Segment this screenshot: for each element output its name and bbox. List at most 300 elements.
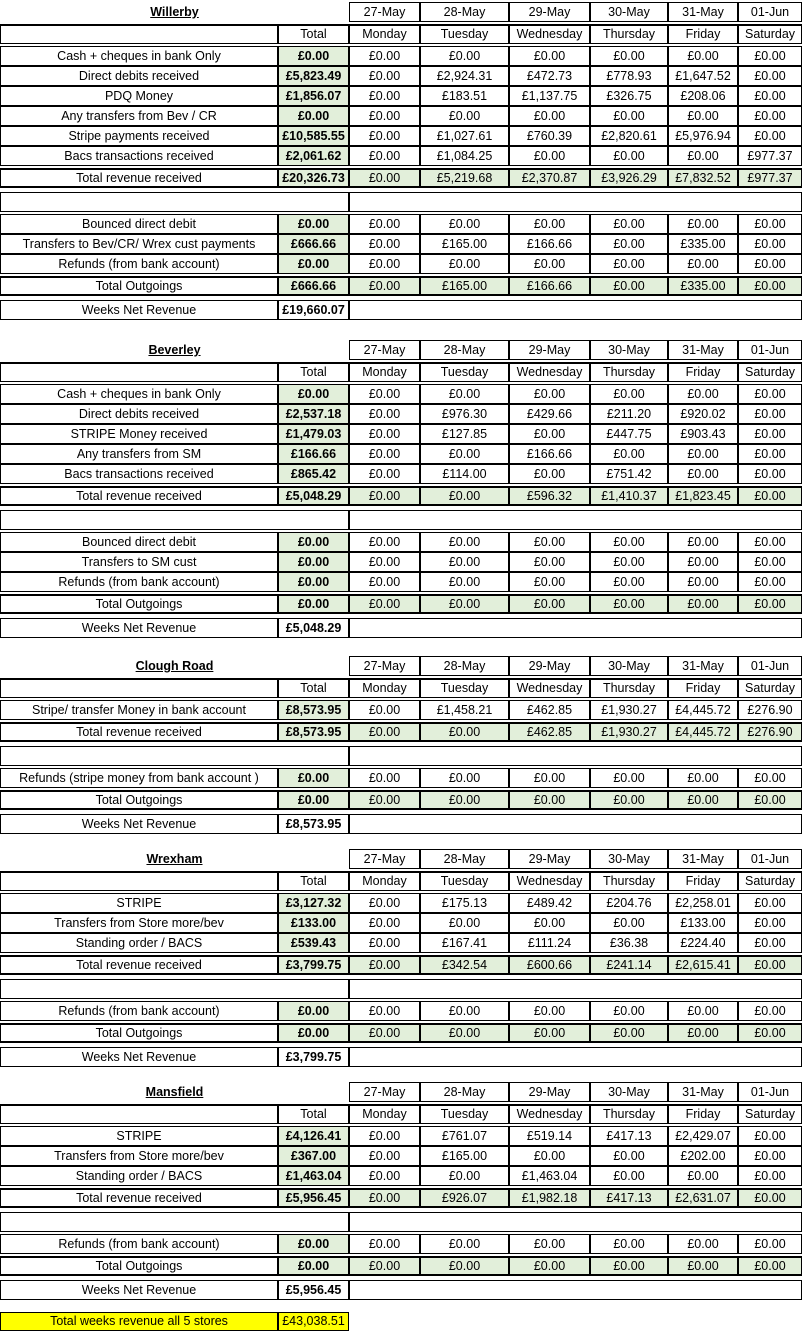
total-row-label: Total revenue received xyxy=(0,1188,278,1208)
day-value-tuesday: £976.30 xyxy=(420,404,509,424)
day-value-thursday: £0.00 xyxy=(590,1023,668,1043)
day-value-tuesday: £165.00 xyxy=(420,276,509,296)
row-label: Bacs transactions received xyxy=(0,146,278,166)
day-header: Monday xyxy=(349,362,420,382)
day-header: Saturday xyxy=(738,362,802,382)
spacer-row xyxy=(349,192,802,212)
date-header: 28-May xyxy=(420,340,509,360)
day-value-wednesday: £462.85 xyxy=(509,722,590,742)
total-row-label: Total revenue received xyxy=(0,168,278,188)
row-label: Transfers from Store more/bev xyxy=(0,913,278,933)
day-value-monday: £0.00 xyxy=(349,254,420,274)
day-value-saturday: £0.00 xyxy=(738,404,802,424)
day-header: Saturday xyxy=(738,678,802,698)
day-value-thursday: £241.14 xyxy=(590,955,668,975)
row-label: STRIPE Money received xyxy=(0,424,278,444)
day-value-monday: £0.00 xyxy=(349,768,420,788)
date-header: 29-May xyxy=(509,849,590,869)
day-value-tuesday: £167.41 xyxy=(420,933,509,953)
day-value-saturday: £0.00 xyxy=(738,384,802,404)
day-value-wednesday: £0.00 xyxy=(509,254,590,274)
day-value-tuesday: £1,084.25 xyxy=(420,146,509,166)
day-header: Friday xyxy=(668,362,738,382)
row-total-value: £0.00 xyxy=(278,532,349,552)
row-total-value: £0.00 xyxy=(278,594,349,614)
row-total-value: £0.00 xyxy=(278,384,349,404)
day-value-friday: £2,631.07 xyxy=(668,1188,738,1208)
day-value-thursday: £0.00 xyxy=(590,913,668,933)
day-value-saturday: £0.00 xyxy=(738,126,802,146)
day-value-wednesday: £0.00 xyxy=(509,1001,590,1021)
day-header: Thursday xyxy=(590,871,668,891)
net-revenue-value: £5,048.29 xyxy=(278,618,349,638)
day-value-friday: £0.00 xyxy=(668,1001,738,1021)
row-total-value: £0.00 xyxy=(278,790,349,810)
day-value-wednesday: £0.00 xyxy=(509,106,590,126)
day-value-saturday: £0.00 xyxy=(738,106,802,126)
date-header: 29-May xyxy=(509,2,590,22)
net-revenue-label: Weeks Net Revenue xyxy=(0,300,278,320)
day-value-thursday: £0.00 xyxy=(590,106,668,126)
day-value-wednesday: £596.32 xyxy=(509,486,590,506)
day-value-thursday: £2,820.61 xyxy=(590,126,668,146)
day-value-tuesday: £2,924.31 xyxy=(420,66,509,86)
row-total-value: £10,585.55 xyxy=(278,126,349,146)
day-value-monday: £0.00 xyxy=(349,86,420,106)
day-value-friday: £0.00 xyxy=(668,1256,738,1276)
day-value-wednesday: £489.42 xyxy=(509,893,590,913)
store-title-mansfield: Mansfield xyxy=(145,1084,204,1099)
day-value-thursday: £0.00 xyxy=(590,1234,668,1254)
day-value-friday: £0.00 xyxy=(668,594,738,614)
day-value-thursday: £751.42 xyxy=(590,464,668,484)
row-label: Refunds (stripe money from bank account ) xyxy=(0,768,278,788)
row-label: Transfers to Bev/CR/ Wrex cust payments xyxy=(0,234,278,254)
day-value-monday: £0.00 xyxy=(349,552,420,572)
net-revenue-blank xyxy=(349,1047,802,1067)
day-value-thursday: £0.00 xyxy=(590,276,668,296)
total-row-label: Total revenue received xyxy=(0,486,278,506)
net-revenue-value: £5,956.45 xyxy=(278,1280,349,1300)
total-header: Total xyxy=(278,362,349,382)
day-value-wednesday: £2,370.87 xyxy=(509,168,590,188)
day-value-friday: £0.00 xyxy=(668,464,738,484)
row-label: Any transfers from SM xyxy=(0,444,278,464)
date-header: 01-Jun xyxy=(738,849,802,869)
day-header: Wednesday xyxy=(509,678,590,698)
day-value-thursday: £0.00 xyxy=(590,768,668,788)
day-value-tuesday: £0.00 xyxy=(420,552,509,572)
spacer-row xyxy=(0,746,349,766)
total-row-label: Total Outgoings xyxy=(0,276,278,296)
day-value-tuesday: £0.00 xyxy=(420,384,509,404)
day-value-thursday: £0.00 xyxy=(590,444,668,464)
day-value-tuesday: £0.00 xyxy=(420,913,509,933)
day-value-friday: £0.00 xyxy=(668,1023,738,1043)
day-value-thursday: £1,930.27 xyxy=(590,722,668,742)
day-value-friday: £0.00 xyxy=(668,46,738,66)
store-title-wrexham: Wrexham xyxy=(146,851,203,866)
day-value-wednesday: £429.66 xyxy=(509,404,590,424)
day-value-wednesday: £0.00 xyxy=(509,384,590,404)
day-value-friday: £0.00 xyxy=(668,572,738,592)
day-value-monday: £0.00 xyxy=(349,146,420,166)
day-value-tuesday: £0.00 xyxy=(420,1234,509,1254)
day-value-monday: £0.00 xyxy=(349,955,420,975)
row-total-value: £367.00 xyxy=(278,1146,349,1166)
day-value-thursday: £0.00 xyxy=(590,532,668,552)
day-value-friday: £202.00 xyxy=(668,1146,738,1166)
day-value-saturday: £276.90 xyxy=(738,700,802,720)
day-value-monday: £0.00 xyxy=(349,1126,420,1146)
net-revenue-blank xyxy=(349,1280,802,1300)
day-value-saturday: £0.00 xyxy=(738,1256,802,1276)
store-title-beverley: Beverley xyxy=(148,342,201,357)
day-value-monday: £0.00 xyxy=(349,404,420,424)
spacer-row xyxy=(349,979,802,999)
day-value-friday: £335.00 xyxy=(668,234,738,254)
row-total-value: £1,856.07 xyxy=(278,86,349,106)
day-value-thursday: £0.00 xyxy=(590,552,668,572)
net-revenue-label: Weeks Net Revenue xyxy=(0,618,278,638)
day-value-monday: £0.00 xyxy=(349,572,420,592)
spacer-row xyxy=(0,192,349,212)
day-value-monday: £0.00 xyxy=(349,66,420,86)
day-value-saturday: £0.00 xyxy=(738,66,802,86)
net-revenue-blank xyxy=(349,300,802,320)
date-header: 30-May xyxy=(590,656,668,676)
net-revenue-label: Weeks Net Revenue xyxy=(0,1047,278,1067)
row-label: Any transfers from Bev / CR xyxy=(0,106,278,126)
day-value-monday: £0.00 xyxy=(349,1188,420,1208)
row-total-value: £0.00 xyxy=(278,552,349,572)
spacer-row xyxy=(349,1212,802,1232)
row-label: Refunds (from bank account) xyxy=(0,1001,278,1021)
day-value-tuesday: £0.00 xyxy=(420,768,509,788)
store-title-willerby: Willerby xyxy=(150,4,199,19)
day-value-monday: £0.00 xyxy=(349,276,420,296)
row-label: Direct debits received xyxy=(0,66,278,86)
spacer-row xyxy=(0,1212,349,1232)
day-value-tuesday: £114.00 xyxy=(420,464,509,484)
day-value-thursday: £0.00 xyxy=(590,572,668,592)
header-blank xyxy=(0,871,278,891)
row-total-value: £1,463.04 xyxy=(278,1166,349,1186)
day-value-friday: £0.00 xyxy=(668,214,738,234)
day-value-tuesday: £342.54 xyxy=(420,955,509,975)
day-value-monday: £0.00 xyxy=(349,444,420,464)
day-value-saturday: £0.00 xyxy=(738,1188,802,1208)
day-value-monday: £0.00 xyxy=(349,933,420,953)
grand-total-label: Total weeks revenue all 5 stores xyxy=(0,1312,278,1331)
date-header: 27-May xyxy=(349,340,420,360)
day-value-monday: £0.00 xyxy=(349,1234,420,1254)
day-header: Wednesday xyxy=(509,24,590,44)
day-header: Monday xyxy=(349,871,420,891)
day-value-tuesday: £0.00 xyxy=(420,572,509,592)
date-header: 28-May xyxy=(420,1082,509,1102)
day-value-monday: £0.00 xyxy=(349,384,420,404)
day-value-saturday: £0.00 xyxy=(738,1023,802,1043)
day-value-friday: £2,258.01 xyxy=(668,893,738,913)
row-total-value: £666.66 xyxy=(278,276,349,296)
day-value-saturday: £0.00 xyxy=(738,234,802,254)
row-label: Bacs transactions received xyxy=(0,464,278,484)
total-row-label: Total revenue received xyxy=(0,955,278,975)
day-value-thursday: £0.00 xyxy=(590,594,668,614)
day-header: Friday xyxy=(668,871,738,891)
day-value-friday: £0.00 xyxy=(668,532,738,552)
day-value-saturday: £977.37 xyxy=(738,168,802,188)
day-value-tuesday: £0.00 xyxy=(420,444,509,464)
day-value-saturday: £0.00 xyxy=(738,1146,802,1166)
day-value-tuesday: £165.00 xyxy=(420,234,509,254)
day-header: Tuesday xyxy=(420,871,509,891)
day-value-monday: £0.00 xyxy=(349,1001,420,1021)
day-value-tuesday: £0.00 xyxy=(420,46,509,66)
day-value-thursday: £0.00 xyxy=(590,234,668,254)
day-value-tuesday: £0.00 xyxy=(420,1001,509,1021)
row-label: Stripe/ transfer Money in bank account xyxy=(0,700,278,720)
date-header: 01-Jun xyxy=(738,656,802,676)
row-total-value: £865.42 xyxy=(278,464,349,484)
day-header: Monday xyxy=(349,1104,420,1124)
total-header: Total xyxy=(278,1104,349,1124)
day-value-tuesday: £0.00 xyxy=(420,214,509,234)
spacer-row xyxy=(349,510,802,530)
day-value-thursday: £417.13 xyxy=(590,1126,668,1146)
row-total-value: £0.00 xyxy=(278,1001,349,1021)
day-value-tuesday: £761.07 xyxy=(420,1126,509,1146)
row-total-value: £0.00 xyxy=(278,1234,349,1254)
row-total-value: £666.66 xyxy=(278,234,349,254)
net-revenue-label: Weeks Net Revenue xyxy=(0,1280,278,1300)
row-label: Cash + cheques in bank Only xyxy=(0,46,278,66)
day-value-friday: £0.00 xyxy=(668,1234,738,1254)
date-header: 27-May xyxy=(349,1082,420,1102)
row-label: STRIPE xyxy=(0,893,278,913)
date-header: 30-May xyxy=(590,849,668,869)
day-header: Monday xyxy=(349,678,420,698)
day-value-wednesday: £0.00 xyxy=(509,572,590,592)
row-total-value: £3,127.32 xyxy=(278,893,349,913)
day-value-saturday: £0.00 xyxy=(738,933,802,953)
day-header: Tuesday xyxy=(420,362,509,382)
day-value-saturday: £0.00 xyxy=(738,532,802,552)
day-value-thursday: £0.00 xyxy=(590,146,668,166)
day-value-tuesday: £926.07 xyxy=(420,1188,509,1208)
row-label: Refunds (from bank account) xyxy=(0,1234,278,1254)
spacer-row xyxy=(0,979,349,999)
row-total-value: £5,823.49 xyxy=(278,66,349,86)
day-value-friday: £0.00 xyxy=(668,790,738,810)
net-revenue-value: £8,573.95 xyxy=(278,814,349,834)
day-value-saturday: £0.00 xyxy=(738,594,802,614)
day-value-friday: £0.00 xyxy=(668,1166,738,1186)
date-header: 31-May xyxy=(668,1082,738,1102)
day-value-tuesday: £5,219.68 xyxy=(420,168,509,188)
day-value-wednesday: £166.66 xyxy=(509,444,590,464)
day-value-friday: £335.00 xyxy=(668,276,738,296)
total-row-label: Total Outgoings xyxy=(0,1023,278,1043)
day-value-wednesday: £600.66 xyxy=(509,955,590,975)
day-value-monday: £0.00 xyxy=(349,234,420,254)
day-value-tuesday: £175.13 xyxy=(420,893,509,913)
row-total-value: £0.00 xyxy=(278,46,349,66)
day-value-tuesday: £183.51 xyxy=(420,86,509,106)
day-value-wednesday: £0.00 xyxy=(509,532,590,552)
date-header: 31-May xyxy=(668,340,738,360)
day-value-thursday: £211.20 xyxy=(590,404,668,424)
day-value-monday: £0.00 xyxy=(349,214,420,234)
day-value-wednesday: £0.00 xyxy=(509,464,590,484)
date-header: 28-May xyxy=(420,656,509,676)
day-value-tuesday: £0.00 xyxy=(420,722,509,742)
day-value-saturday: £0.00 xyxy=(738,214,802,234)
total-header: Total xyxy=(278,678,349,698)
row-label: Bounced direct debit xyxy=(0,532,278,552)
day-header: Thursday xyxy=(590,24,668,44)
day-header: Saturday xyxy=(738,24,802,44)
day-value-thursday: £778.93 xyxy=(590,66,668,86)
store-title-clough-road: Clough Road xyxy=(135,658,214,673)
day-value-saturday: £0.00 xyxy=(738,254,802,274)
day-value-friday: £133.00 xyxy=(668,913,738,933)
day-value-saturday: £0.00 xyxy=(738,893,802,913)
row-label: Refunds (from bank account) xyxy=(0,254,278,274)
day-value-friday: £4,445.72 xyxy=(668,700,738,720)
day-value-tuesday: £0.00 xyxy=(420,532,509,552)
header-blank xyxy=(0,678,278,698)
day-value-wednesday: £462.85 xyxy=(509,700,590,720)
day-value-saturday: £0.00 xyxy=(738,552,802,572)
date-header: 29-May xyxy=(509,1082,590,1102)
day-value-friday: £4,445.72 xyxy=(668,722,738,742)
row-total-value: £20,326.73 xyxy=(278,168,349,188)
day-value-friday: £0.00 xyxy=(668,444,738,464)
row-total-value: £0.00 xyxy=(278,214,349,234)
row-label: Bounced direct debit xyxy=(0,214,278,234)
spacer-row xyxy=(0,510,349,530)
day-header: Wednesday xyxy=(509,362,590,382)
day-header: Friday xyxy=(668,24,738,44)
date-header: 27-May xyxy=(349,2,420,22)
day-value-monday: £0.00 xyxy=(349,913,420,933)
day-value-friday: £2,615.41 xyxy=(668,955,738,975)
day-value-saturday: £0.00 xyxy=(738,1001,802,1021)
day-value-thursday: £204.76 xyxy=(590,893,668,913)
day-value-thursday: £447.75 xyxy=(590,424,668,444)
day-value-thursday: £1,930.27 xyxy=(590,700,668,720)
day-value-monday: £0.00 xyxy=(349,424,420,444)
date-header: 01-Jun xyxy=(738,2,802,22)
row-total-value: £0.00 xyxy=(278,572,349,592)
day-value-tuesday: £0.00 xyxy=(420,1166,509,1186)
day-value-wednesday: £0.00 xyxy=(509,1256,590,1276)
day-value-monday: £0.00 xyxy=(349,1166,420,1186)
day-value-friday: £0.00 xyxy=(668,768,738,788)
day-value-saturday: £0.00 xyxy=(738,913,802,933)
day-value-saturday: £0.00 xyxy=(738,955,802,975)
date-header: 31-May xyxy=(668,849,738,869)
day-value-saturday: £0.00 xyxy=(738,444,802,464)
row-total-value: £539.43 xyxy=(278,933,349,953)
day-value-monday: £0.00 xyxy=(349,722,420,742)
day-value-monday: £0.00 xyxy=(349,532,420,552)
day-value-friday: £920.02 xyxy=(668,404,738,424)
day-value-wednesday: £0.00 xyxy=(509,1023,590,1043)
day-value-wednesday: £0.00 xyxy=(509,790,590,810)
day-value-monday: £0.00 xyxy=(349,1256,420,1276)
day-value-saturday: £276.90 xyxy=(738,722,802,742)
day-value-monday: £0.00 xyxy=(349,893,420,913)
total-row-label: Total Outgoings xyxy=(0,1256,278,1276)
row-label: Stripe payments received xyxy=(0,126,278,146)
day-value-tuesday: £0.00 xyxy=(420,1256,509,1276)
day-value-friday: £2,429.07 xyxy=(668,1126,738,1146)
row-label: Standing order / BACS xyxy=(0,933,278,953)
row-total-value: £5,956.45 xyxy=(278,1188,349,1208)
net-revenue-blank xyxy=(349,618,802,638)
day-header: Saturday xyxy=(738,871,802,891)
day-value-saturday: £977.37 xyxy=(738,146,802,166)
day-value-monday: £0.00 xyxy=(349,790,420,810)
day-value-tuesday: £0.00 xyxy=(420,254,509,274)
day-header: Tuesday xyxy=(420,678,509,698)
day-value-wednesday: £1,982.18 xyxy=(509,1188,590,1208)
day-value-friday: £0.00 xyxy=(668,552,738,572)
day-header: Wednesday xyxy=(509,1104,590,1124)
day-value-tuesday: £165.00 xyxy=(420,1146,509,1166)
day-value-wednesday: £0.00 xyxy=(509,1234,590,1254)
day-value-monday: £0.00 xyxy=(349,700,420,720)
day-value-friday: £0.00 xyxy=(668,384,738,404)
row-label: Direct debits received xyxy=(0,404,278,424)
row-total-value: £0.00 xyxy=(278,768,349,788)
day-value-tuesday: £127.85 xyxy=(420,424,509,444)
header-blank xyxy=(0,24,278,44)
date-header: 29-May xyxy=(509,656,590,676)
day-value-thursday: £417.13 xyxy=(590,1188,668,1208)
total-header: Total xyxy=(278,871,349,891)
row-total-value: £0.00 xyxy=(278,254,349,274)
row-total-value: £0.00 xyxy=(278,1023,349,1043)
day-value-thursday: £3,926.29 xyxy=(590,168,668,188)
net-revenue-blank xyxy=(349,814,802,834)
day-value-saturday: £0.00 xyxy=(738,86,802,106)
date-header: 31-May xyxy=(668,656,738,676)
day-value-tuesday: £0.00 xyxy=(420,790,509,810)
day-value-wednesday: £0.00 xyxy=(509,552,590,572)
net-revenue-label: Weeks Net Revenue xyxy=(0,814,278,834)
date-header: 01-Jun xyxy=(738,340,802,360)
day-value-thursday: £0.00 xyxy=(590,1146,668,1166)
day-value-wednesday: £0.00 xyxy=(509,1146,590,1166)
day-value-thursday: £0.00 xyxy=(590,254,668,274)
day-value-friday: £208.06 xyxy=(668,86,738,106)
net-revenue-value: £3,799.75 xyxy=(278,1047,349,1067)
grand-total-value: £43,038.51 xyxy=(278,1312,349,1331)
date-header: 30-May xyxy=(590,2,668,22)
date-header: 28-May xyxy=(420,2,509,22)
day-header: Wednesday xyxy=(509,871,590,891)
row-total-value: £0.00 xyxy=(278,1256,349,1276)
day-value-thursday: £0.00 xyxy=(590,384,668,404)
day-value-friday: £903.43 xyxy=(668,424,738,444)
row-label: Transfers from Store more/bev xyxy=(0,1146,278,1166)
day-value-friday: £0.00 xyxy=(668,106,738,126)
day-value-wednesday: £760.39 xyxy=(509,126,590,146)
